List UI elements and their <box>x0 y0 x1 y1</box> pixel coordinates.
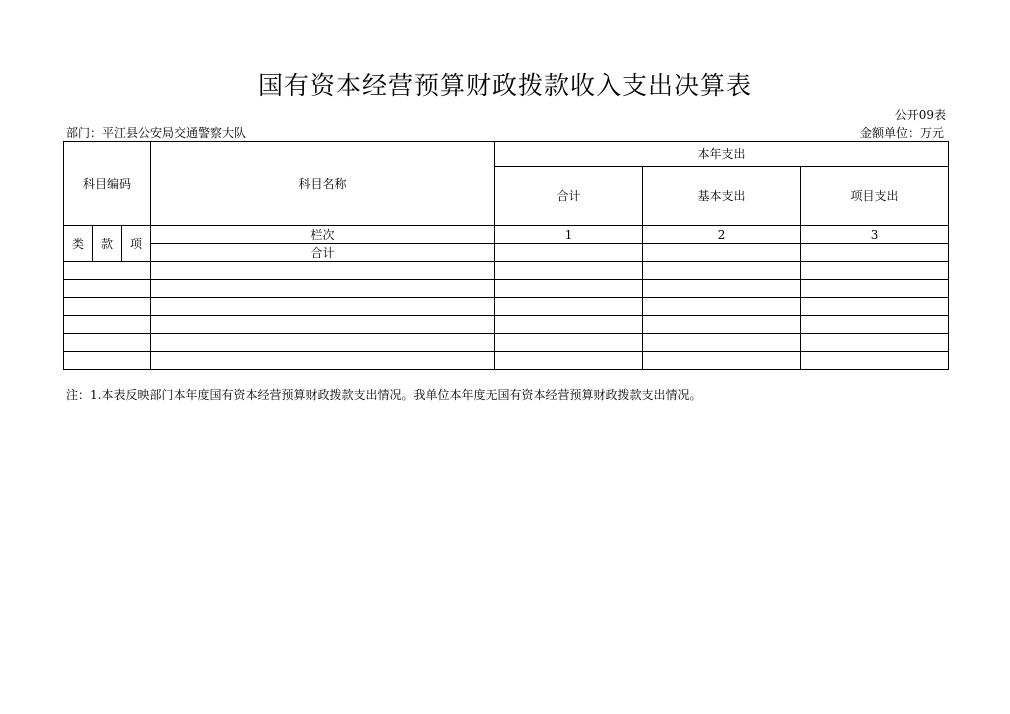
column-number-2: 2 <box>643 226 801 244</box>
table-cell <box>643 280 801 298</box>
table-cell <box>151 316 495 334</box>
column-number-row <box>64 226 949 244</box>
table-cell <box>64 352 151 370</box>
total-row-project <box>801 244 949 262</box>
column-number-1: 1 <box>495 226 643 244</box>
header-xiang: 项 <box>122 226 151 262</box>
table-cell <box>495 334 643 352</box>
table-row <box>64 316 949 334</box>
header-row-1 <box>64 142 949 167</box>
header-subject-code: 科目编码 <box>64 142 151 226</box>
page-title: 国有资本经营预算财政拨款收入支出决算表 <box>257 71 752 100</box>
table-cell <box>64 298 151 316</box>
table-cell <box>151 334 495 352</box>
table-cell <box>643 334 801 352</box>
table-cell <box>64 280 151 298</box>
table-cell <box>801 280 949 298</box>
table-cell <box>151 262 495 280</box>
table-cell <box>801 334 949 352</box>
table-cell <box>64 316 151 334</box>
table-cell <box>801 298 949 316</box>
table-cell <box>643 298 801 316</box>
table-cell <box>151 352 495 370</box>
column-number-label: 栏次 <box>151 226 495 244</box>
table-cell <box>495 352 643 370</box>
table-cell <box>495 298 643 316</box>
table-cell <box>801 352 949 370</box>
form-number: 公开09表 <box>894 108 946 122</box>
header-kuan: 款 <box>93 226 122 262</box>
column-number-3: 3 <box>801 226 949 244</box>
table-cell <box>495 280 643 298</box>
table-cell <box>495 262 643 280</box>
table-cell <box>643 316 801 334</box>
table-cell <box>151 280 495 298</box>
total-row-label: 合计 <box>151 244 495 262</box>
header-basic-expense: 基本支出 <box>643 167 801 226</box>
total-row-total <box>495 244 643 262</box>
total-row-basic <box>643 244 801 262</box>
header-subject-name: 科目名称 <box>151 142 495 226</box>
table-cell <box>801 262 949 280</box>
department-label: 部门：平江县公安局交通警察大队 <box>66 126 247 140</box>
header-year-expense: 本年支出 <box>495 142 949 167</box>
table-cell <box>643 262 801 280</box>
table-cell <box>151 298 495 316</box>
table-cell <box>64 334 151 352</box>
table-cell <box>801 316 949 334</box>
header-lei: 类 <box>64 226 93 262</box>
header-total: 合计 <box>495 167 643 226</box>
table-row <box>64 280 949 298</box>
budget-table <box>63 141 949 370</box>
table-row <box>64 262 949 280</box>
table-cell <box>495 316 643 334</box>
table-row <box>64 352 949 370</box>
total-row <box>64 244 949 262</box>
footnote: 注：1.本表反映部门本年度国有资本经营预算财政拨款支出情况。我单位本年度无国有资本经营预算财政拨款支出情况。 <box>66 388 702 402</box>
header-project-expense: 项目支出 <box>801 167 949 226</box>
table-cell <box>64 262 151 280</box>
table-row <box>64 298 949 316</box>
table-row <box>64 334 949 352</box>
amount-unit-label: 金额单位：万元 <box>859 126 944 140</box>
table-cell <box>643 352 801 370</box>
